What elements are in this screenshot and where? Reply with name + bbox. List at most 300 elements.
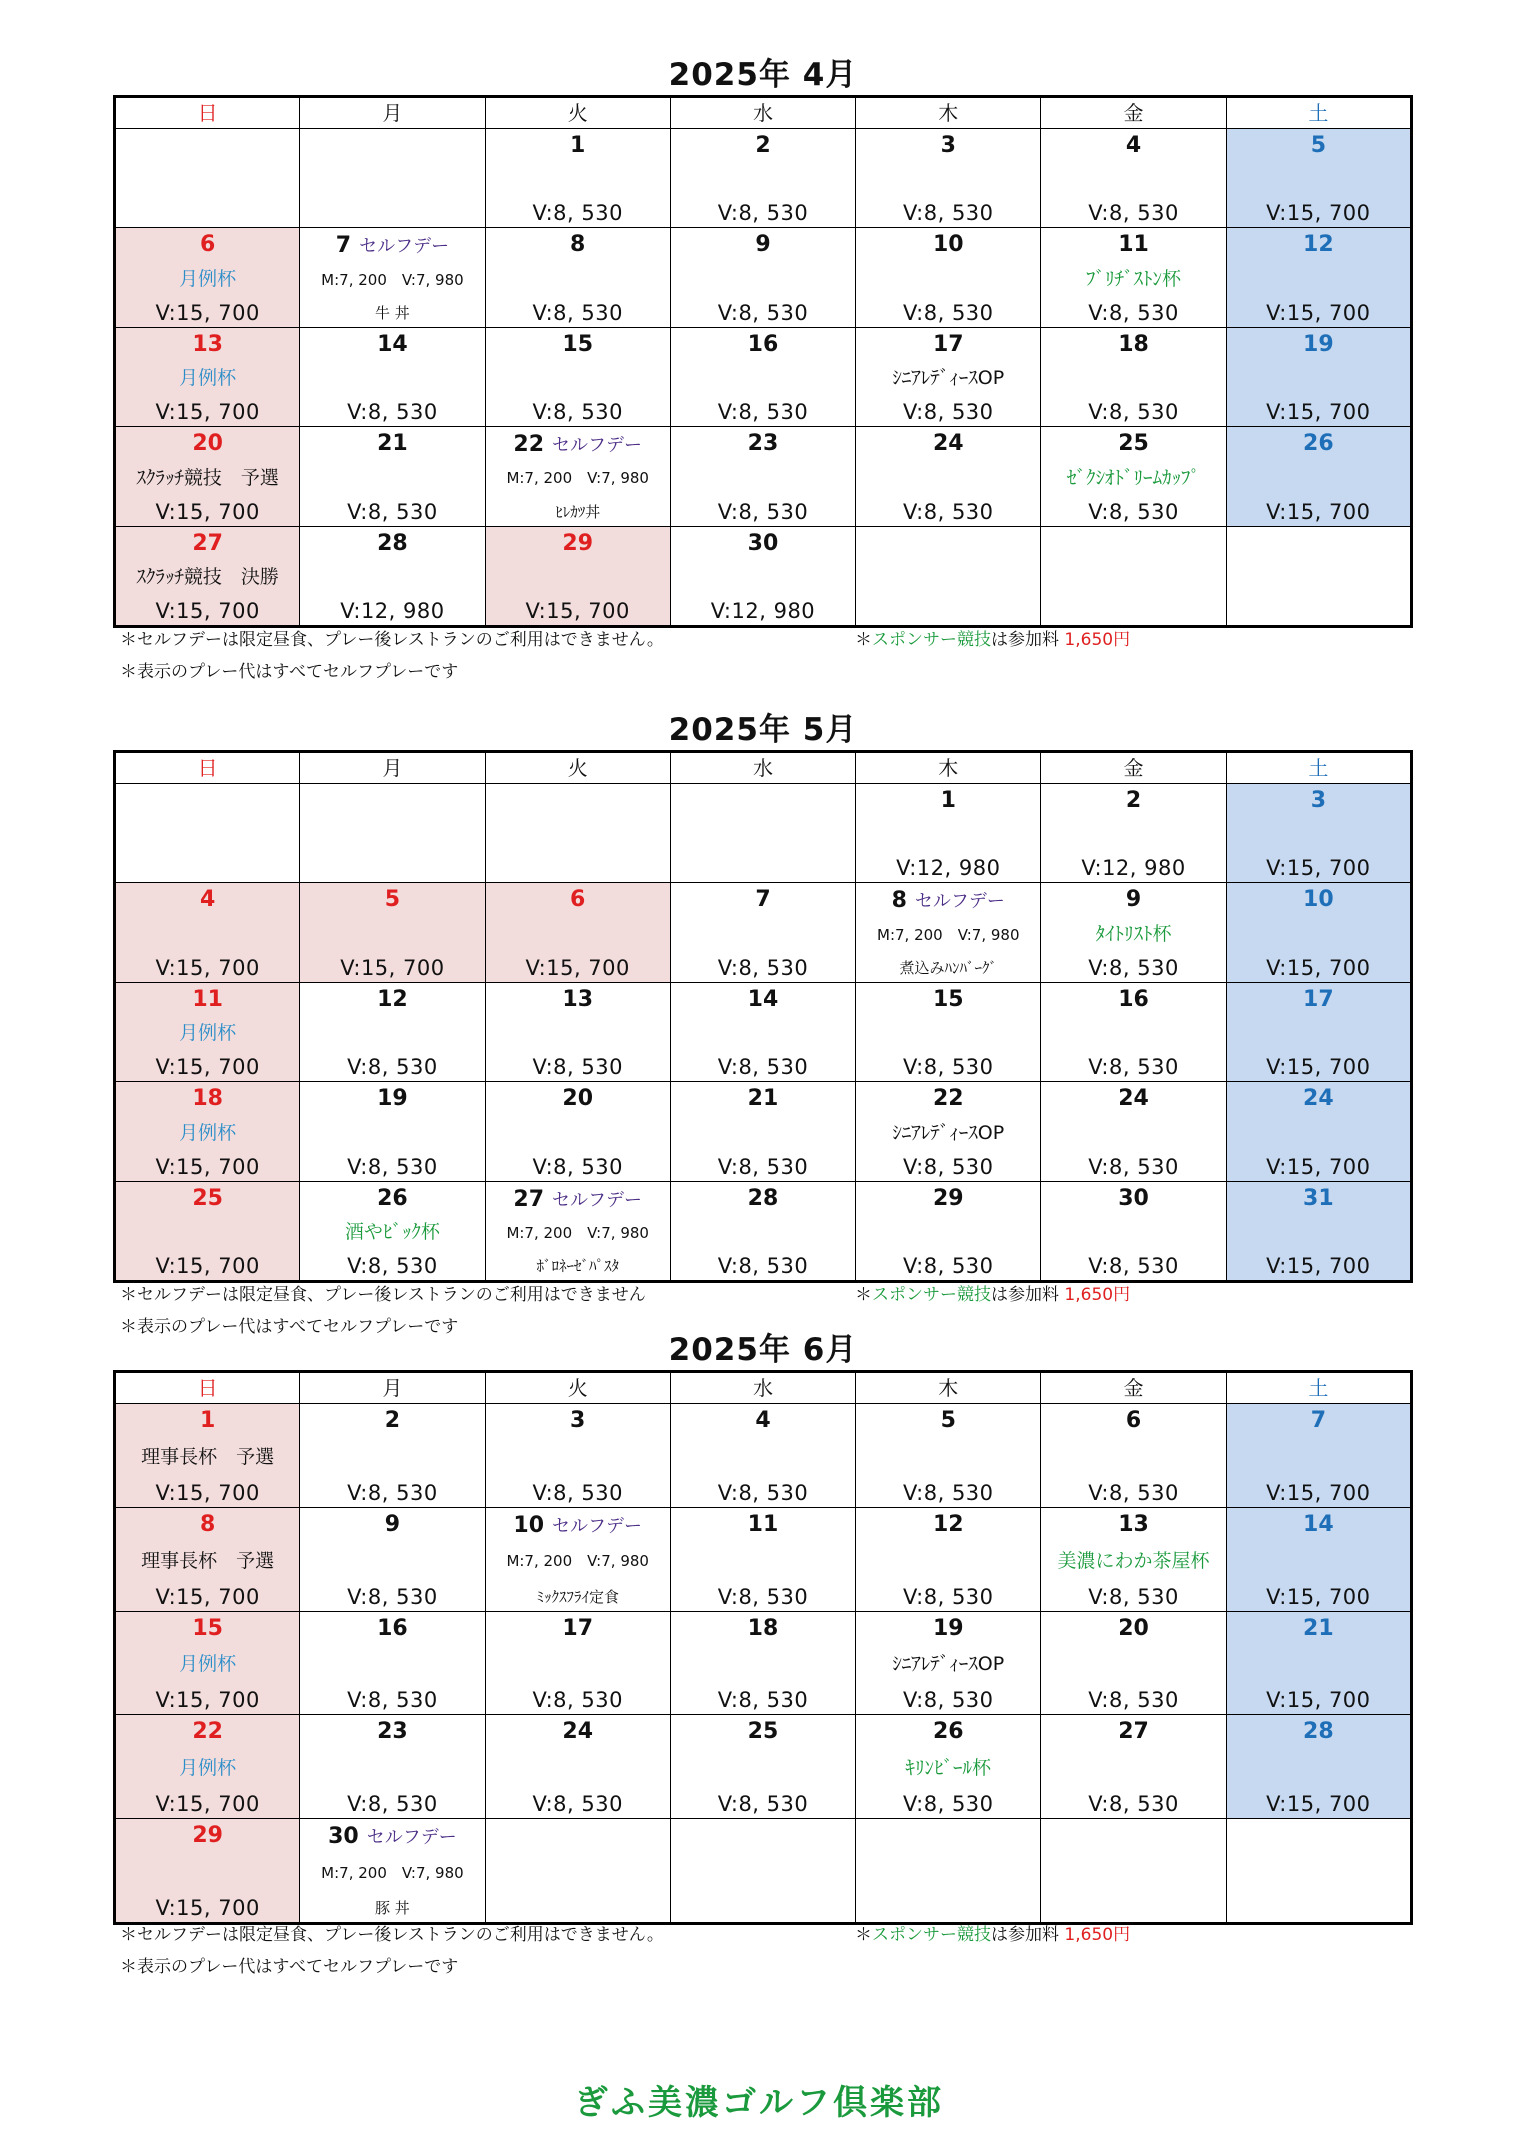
day-cell <box>300 327 485 426</box>
event-name: ｽｸﾗｯﾁ競技 予選 <box>136 466 279 489</box>
week-row <box>115 1715 1412 1819</box>
play-fee: V:8, 530 <box>532 1792 623 1817</box>
day-cell <box>856 883 1041 982</box>
weekday-header: 土 <box>1226 752 1411 784</box>
self-day-fee: M:7, 200 V:7, 980 <box>506 1552 649 1571</box>
day-cell <box>1226 1082 1411 1181</box>
play-fee: V:15, 700 <box>1266 1055 1371 1080</box>
weekday-header: 日 <box>115 752 300 784</box>
day-number: 30 <box>328 1824 359 1850</box>
play-fee: V:8, 530 <box>347 1253 438 1278</box>
play-fee: V:15, 700 <box>155 1688 260 1713</box>
play-fee: V:8, 530 <box>1088 201 1179 226</box>
sponsor-fee-note: ＊スポンサー競技は参加料 1,650円 <box>855 630 1131 650</box>
day-cell <box>1041 883 1226 982</box>
day-number: 4 <box>199 887 216 913</box>
day-cell <box>670 1404 855 1508</box>
day-cell <box>300 1715 485 1819</box>
day-cell <box>856 427 1041 526</box>
day-number: 7 <box>1310 1408 1326 1433</box>
play-fee: V:8, 530 <box>1088 400 1179 425</box>
week-row <box>115 1181 1412 1281</box>
event-name: 月例杯 <box>179 1653 237 1676</box>
weekday-header: 水 <box>670 97 855 129</box>
play-fee: V:8, 530 <box>1088 300 1179 325</box>
play-fee: V:8, 530 <box>347 1792 438 1817</box>
day-number: 30 <box>747 530 779 556</box>
day-cell <box>300 1611 485 1715</box>
play-fee: V:8, 530 <box>1088 1792 1179 1817</box>
self-day-fee: M:7, 200 V:7, 980 <box>321 1863 464 1882</box>
day-cell <box>300 982 485 1081</box>
day-cell <box>856 784 1041 883</box>
weekday-header: 金 <box>1041 97 1226 129</box>
event-name: ｼﾆｱﾚﾃﾞｨｰｽOP <box>892 1121 1005 1144</box>
weekday-header: 日 <box>115 1372 300 1404</box>
day-cell <box>485 1082 670 1181</box>
play-fee: V:15, 700 <box>155 400 260 425</box>
day-number: 21 <box>1303 1615 1334 1641</box>
day-cell <box>1226 1715 1411 1819</box>
day-cell <box>1226 1507 1411 1611</box>
play-fee: V:8, 530 <box>532 300 623 325</box>
day-number: 7 <box>755 887 771 913</box>
week-row <box>115 427 1412 526</box>
play-fee: V:15, 700 <box>1266 1792 1371 1817</box>
play-fee: V:8, 530 <box>532 400 623 425</box>
play-fee: V:8, 530 <box>903 1792 994 1817</box>
play-fee: V:15, 700 <box>525 955 630 980</box>
play-fee: V:12, 980 <box>710 598 816 623</box>
play-fee: V:15, 700 <box>155 499 260 524</box>
play-fee: V:8, 530 <box>347 1688 438 1713</box>
day-cell <box>1226 129 1411 228</box>
week-row <box>115 883 1412 982</box>
day-number: 24 <box>562 1719 594 1745</box>
play-fee: V:8, 530 <box>903 1480 994 1505</box>
weekday-header: 火 <box>485 97 670 129</box>
weekday-header: 木 <box>856 1372 1041 1404</box>
play-fee: V:12, 980 <box>896 856 1001 881</box>
empty-cell <box>856 526 1041 626</box>
play-fee: V:8, 530 <box>532 1055 623 1080</box>
day-cell <box>485 883 670 982</box>
event-name: ｽｸﾗｯﾁ競技 決勝 <box>136 566 279 589</box>
play-fee: V:15, 700 <box>155 1154 260 1179</box>
day-cell <box>115 1181 300 1281</box>
day-cell <box>1041 427 1226 526</box>
day-number: 11 <box>1118 232 1149 258</box>
day-number: 7 <box>335 233 352 259</box>
event-name: ｼﾆｱﾚﾃﾞｨｰｽOP <box>892 1653 1005 1676</box>
day-cell <box>115 1404 300 1508</box>
month-title: 2025年 4月 <box>668 57 858 93</box>
day-number: 27 <box>513 1186 545 1212</box>
play-fee: V:8, 530 <box>347 1584 438 1609</box>
day-cell <box>856 129 1041 228</box>
day-number: 15 <box>932 986 964 1012</box>
self-day-fee: M:7, 200 V:7, 980 <box>506 469 649 488</box>
event-name: ｼﾆｱﾚﾃﾞｨｰｽOP <box>892 367 1005 390</box>
day-cell <box>115 1082 300 1181</box>
play-fee: V:8, 530 <box>347 499 438 524</box>
play-fee: V:8, 530 <box>717 1688 809 1713</box>
day-number: 13 <box>192 331 223 357</box>
week-row <box>115 784 1412 883</box>
empty-cell <box>670 784 855 883</box>
play-fee: V:8, 530 <box>717 1584 809 1609</box>
day-cell <box>485 427 670 526</box>
play-fee: V:12, 980 <box>340 598 445 623</box>
lunch-menu: 牛 丼 <box>375 303 410 322</box>
day-number: 13 <box>1118 1511 1149 1537</box>
day-cell <box>1041 784 1226 883</box>
play-fee: V:8, 530 <box>717 1792 809 1817</box>
day-cell <box>115 1507 300 1611</box>
weekday-header: 木 <box>856 752 1041 784</box>
event-name: 美濃にわか茶屋杯 <box>1057 1549 1210 1572</box>
week-row <box>115 526 1412 626</box>
day-number: 24 <box>1303 1086 1334 1112</box>
event-name: 理事長杯 予選 <box>141 1549 275 1572</box>
day-cell <box>485 1181 670 1281</box>
day-cell <box>115 327 300 426</box>
lunch-menu: ﾋﾚｶﾂ丼 <box>555 502 601 521</box>
event-name: 月例杯 <box>179 367 237 390</box>
weekday-header: 月 <box>300 97 485 129</box>
weekday-header: 月 <box>300 752 485 784</box>
day-number: 14 <box>747 986 779 1012</box>
day-number: 8 <box>199 1511 216 1537</box>
day-number: 3 <box>570 1408 586 1433</box>
day-cell <box>856 1507 1041 1611</box>
calendar-table <box>113 95 1413 628</box>
event-name: ﾀｲﾄﾘｽﾄ杯 <box>1095 923 1172 946</box>
day-cell <box>1226 1181 1411 1281</box>
day-cell <box>670 526 855 626</box>
weekday-header: 火 <box>485 752 670 784</box>
play-fee: V:15, 700 <box>1266 400 1371 425</box>
day-cell <box>670 1507 855 1611</box>
play-fee: V:8, 530 <box>1088 499 1179 524</box>
play-fee: V:15, 700 <box>1266 955 1371 980</box>
day-number: 6 <box>570 887 586 913</box>
play-fee: V:15, 700 <box>1266 856 1371 881</box>
day-cell <box>1226 982 1411 1081</box>
play-fee: V:15, 700 <box>155 1895 260 1920</box>
event-name: ｷﾘﾝﾋﾞｰﾙ杯 <box>905 1757 992 1780</box>
empty-cell <box>1226 526 1411 626</box>
day-number: 2 <box>1125 788 1142 813</box>
play-fee: V:8, 530 <box>532 1480 623 1505</box>
play-fee: V:8, 530 <box>1088 1688 1179 1713</box>
day-cell <box>1226 427 1411 526</box>
day-cell <box>1226 1611 1411 1715</box>
day-number: 16 <box>747 331 779 357</box>
day-cell <box>485 982 670 1081</box>
day-number: 23 <box>377 1719 408 1745</box>
play-fee: V:8, 530 <box>1088 955 1179 980</box>
month-calendar <box>113 55 1413 628</box>
day-number: 9 <box>1125 887 1142 913</box>
day-number: 20 <box>192 431 223 457</box>
day-cell <box>670 1181 855 1281</box>
day-cell <box>1041 129 1226 228</box>
lunch-menu: ﾎﾞﾛﾈｰｾﾞﾊﾟｽﾀ <box>536 1256 619 1275</box>
calendar-table <box>113 1370 1413 1925</box>
day-cell <box>670 129 855 228</box>
event-name: 月例杯 <box>179 1121 237 1144</box>
day-number: 29 <box>932 1185 964 1211</box>
play-fee: V:8, 530 <box>903 300 994 325</box>
play-fee: V:8, 530 <box>717 201 809 226</box>
day-number: 1 <box>570 133 586 158</box>
day-cell <box>115 982 300 1081</box>
day-number: 29 <box>562 530 594 556</box>
day-number: 20 <box>1118 1615 1149 1641</box>
self-play-note: ＊表示のプレー代はすべてセルフプレーです <box>120 1957 459 1977</box>
day-cell <box>485 228 670 327</box>
play-fee: V:8, 530 <box>347 1055 438 1080</box>
day-cell <box>1041 228 1226 327</box>
day-cell <box>670 228 855 327</box>
day-number: 9 <box>755 232 771 258</box>
play-fee: V:8, 530 <box>717 400 809 425</box>
day-cell <box>1226 327 1411 426</box>
sponsor-fee-note: ＊スポンサー競技は参加料 1,650円 <box>855 1925 1131 1945</box>
day-number: 12 <box>932 1511 964 1537</box>
day-number: 4 <box>1125 133 1142 158</box>
empty-cell <box>300 784 485 883</box>
day-cell <box>1041 1082 1226 1181</box>
play-fee: V:8, 530 <box>903 400 994 425</box>
day-number: 1 <box>199 1408 216 1433</box>
empty-cell <box>300 129 485 228</box>
weekday-header: 土 <box>1226 1372 1411 1404</box>
day-number: 23 <box>747 431 779 457</box>
week-row <box>115 327 1412 426</box>
empty-cell <box>115 129 300 228</box>
empty-cell <box>1041 526 1226 626</box>
day-number: 18 <box>1118 331 1149 357</box>
play-fee: V:8, 530 <box>903 201 994 226</box>
day-cell <box>1041 1507 1226 1611</box>
self-day-label: セルフデー <box>914 891 1005 913</box>
play-fee: V:12, 980 <box>1081 856 1186 881</box>
day-number: 27 <box>192 530 223 556</box>
day-cell <box>300 1507 485 1611</box>
play-fee: V:15, 700 <box>1266 1480 1371 1505</box>
day-number: 24 <box>932 431 964 457</box>
day-cell <box>1041 1611 1226 1715</box>
play-fee: V:8, 530 <box>717 1055 809 1080</box>
week-row <box>115 1404 1412 1508</box>
play-fee: V:8, 530 <box>903 1688 994 1713</box>
play-fee: V:8, 530 <box>717 1154 809 1179</box>
day-cell <box>300 427 485 526</box>
play-fee: V:15, 700 <box>525 598 630 623</box>
weekday-header: 水 <box>670 752 855 784</box>
day-number: 14 <box>377 331 408 357</box>
day-number: 26 <box>1303 431 1334 457</box>
play-fee: V:8, 530 <box>532 201 623 226</box>
day-number: 8 <box>891 888 907 914</box>
self-day-label: セルフデー <box>552 1189 643 1211</box>
play-fee: V:8, 530 <box>903 1584 994 1609</box>
event-name: 理事長杯 予選 <box>141 1445 275 1468</box>
play-fee: V:8, 530 <box>532 1154 623 1179</box>
day-number: 17 <box>932 331 964 357</box>
day-cell <box>300 228 485 327</box>
day-cell <box>670 1611 855 1715</box>
month-calendar <box>113 1330 1413 1925</box>
day-number: 17 <box>562 1615 594 1641</box>
day-number: 8 <box>570 232 586 258</box>
day-number: 19 <box>932 1615 964 1641</box>
day-cell <box>115 1819 300 1924</box>
weekday-header: 水 <box>670 1372 855 1404</box>
self-day-label: セルフデー <box>552 435 643 457</box>
day-number: 24 <box>1118 1086 1149 1112</box>
empty-cell <box>1041 1819 1226 1924</box>
event-name: 月例杯 <box>179 1757 237 1780</box>
day-cell <box>856 327 1041 426</box>
play-fee: V:8, 530 <box>903 1055 994 1080</box>
play-fee: V:8, 530 <box>347 400 438 425</box>
day-cell <box>1041 982 1226 1081</box>
day-cell <box>856 1611 1041 1715</box>
day-cell <box>1226 883 1411 982</box>
day-number: 6 <box>199 232 216 258</box>
play-fee: V:15, 700 <box>155 1055 260 1080</box>
play-fee: V:15, 700 <box>1266 201 1371 226</box>
sponsor-fee-note: ＊スポンサー競技は参加料 1,650円 <box>855 1285 1131 1305</box>
week-row <box>115 1507 1412 1611</box>
day-cell <box>1041 1404 1226 1508</box>
day-number: 18 <box>192 1086 223 1112</box>
self-day-label: セルフデー <box>552 1515 643 1537</box>
day-number: 19 <box>377 1086 408 1112</box>
week-row <box>115 1082 1412 1181</box>
day-cell <box>670 427 855 526</box>
play-fee: V:15, 700 <box>1266 1584 1371 1609</box>
weekday-header: 金 <box>1041 752 1226 784</box>
day-cell <box>1041 1181 1226 1281</box>
club-name-footer: ぎふ美濃ゴルフ倶楽部 <box>574 2083 944 2123</box>
day-number: 15 <box>562 331 594 357</box>
day-cell <box>485 327 670 426</box>
self-day-fee: M:7, 200 V:7, 980 <box>321 270 464 289</box>
day-number: 13 <box>562 986 594 1012</box>
month-title: 2025年 6月 <box>668 1332 858 1368</box>
self-play-note: ＊表示のプレー代はすべてセルフプレーです <box>120 1317 459 1337</box>
day-cell <box>670 883 855 982</box>
day-cell <box>485 1507 670 1611</box>
day-number: 10 <box>513 1512 545 1538</box>
day-cell <box>115 1715 300 1819</box>
day-cell <box>856 1082 1041 1181</box>
weekday-header: 土 <box>1226 97 1411 129</box>
day-cell <box>856 228 1041 327</box>
play-fee: V:8, 530 <box>532 1688 623 1713</box>
month-title: 2025年 5月 <box>668 712 858 748</box>
day-number: 12 <box>1303 232 1334 258</box>
day-cell <box>485 1611 670 1715</box>
day-cell <box>300 1404 485 1508</box>
day-number: 21 <box>747 1086 779 1112</box>
event-name: 月例杯 <box>179 268 237 291</box>
day-number: 5 <box>1310 133 1326 158</box>
day-cell <box>300 1819 485 1924</box>
play-fee: V:8, 530 <box>717 1480 809 1505</box>
day-number: 22 <box>932 1086 964 1112</box>
event-name: ﾌﾞﾘﾁﾞｽﾄﾝ杯 <box>1086 268 1182 291</box>
day-number: 5 <box>940 1408 956 1433</box>
play-fee: V:15, 700 <box>155 300 260 325</box>
day-number: 14 <box>1303 1511 1334 1537</box>
day-number: 29 <box>192 1823 223 1849</box>
day-number: 3 <box>1310 788 1326 813</box>
day-number: 1 <box>940 788 956 813</box>
play-fee: V:8, 530 <box>1088 1154 1179 1179</box>
self-day-note: ＊セルフデーは限定昼食、プレー後レストランのご利用はできません <box>120 1285 646 1305</box>
empty-cell <box>856 1819 1041 1924</box>
day-number: 9 <box>384 1511 401 1537</box>
self-day-fee: M:7, 200 V:7, 980 <box>506 1223 649 1242</box>
day-cell <box>115 883 300 982</box>
day-cell <box>1041 327 1226 426</box>
day-number: 2 <box>755 133 771 158</box>
play-fee: V:15, 700 <box>1266 1688 1371 1713</box>
play-fee: V:15, 700 <box>340 955 445 980</box>
day-number: 28 <box>1303 1719 1334 1745</box>
play-fee: V:15, 700 <box>155 1584 260 1609</box>
play-fee: V:8, 530 <box>347 1480 438 1505</box>
self-day-fee: M:7, 200 V:7, 980 <box>877 925 1020 944</box>
day-number: 28 <box>377 530 408 556</box>
weekday-header: 木 <box>856 97 1041 129</box>
self-day-note: ＊セルフデーは限定昼食、プレー後レストランのご利用はできません。 <box>120 1925 664 1945</box>
self-day-note: ＊セルフデーは限定昼食、プレー後レストランのご利用はできません。 <box>120 630 664 650</box>
day-cell <box>856 1181 1041 1281</box>
calendar-table <box>113 750 1413 1283</box>
play-fee: V:15, 700 <box>155 1480 260 1505</box>
self-day-label: セルフデー <box>359 236 450 258</box>
day-number: 10 <box>932 232 964 258</box>
play-fee: V:15, 700 <box>155 1253 260 1278</box>
day-number: 22 <box>513 432 545 458</box>
play-fee: V:15, 700 <box>155 955 260 980</box>
day-number: 30 <box>1118 1185 1149 1211</box>
weekday-header: 日 <box>115 97 300 129</box>
play-fee: V:15, 700 <box>155 1792 260 1817</box>
event-name: ｾﾞｸｼｵﾄﾞﾘｰﾑｶｯﾌﾟ <box>1067 466 1201 489</box>
day-number: 12 <box>377 986 408 1012</box>
day-cell <box>1041 1715 1226 1819</box>
weekday-header: 火 <box>485 1372 670 1404</box>
play-fee: V:8, 530 <box>903 1154 994 1179</box>
empty-cell <box>670 1819 855 1924</box>
play-fee: V:8, 530 <box>903 1253 994 1278</box>
empty-cell <box>485 784 670 883</box>
lunch-menu: 煮込みﾊﾝﾊﾞｰｸﾞ <box>899 958 998 977</box>
day-cell <box>485 526 670 626</box>
month-calendar <box>113 710 1413 1283</box>
day-cell <box>670 1082 855 1181</box>
day-cell <box>856 982 1041 1081</box>
day-cell <box>1226 228 1411 327</box>
play-fee: V:8, 530 <box>1088 1253 1179 1278</box>
